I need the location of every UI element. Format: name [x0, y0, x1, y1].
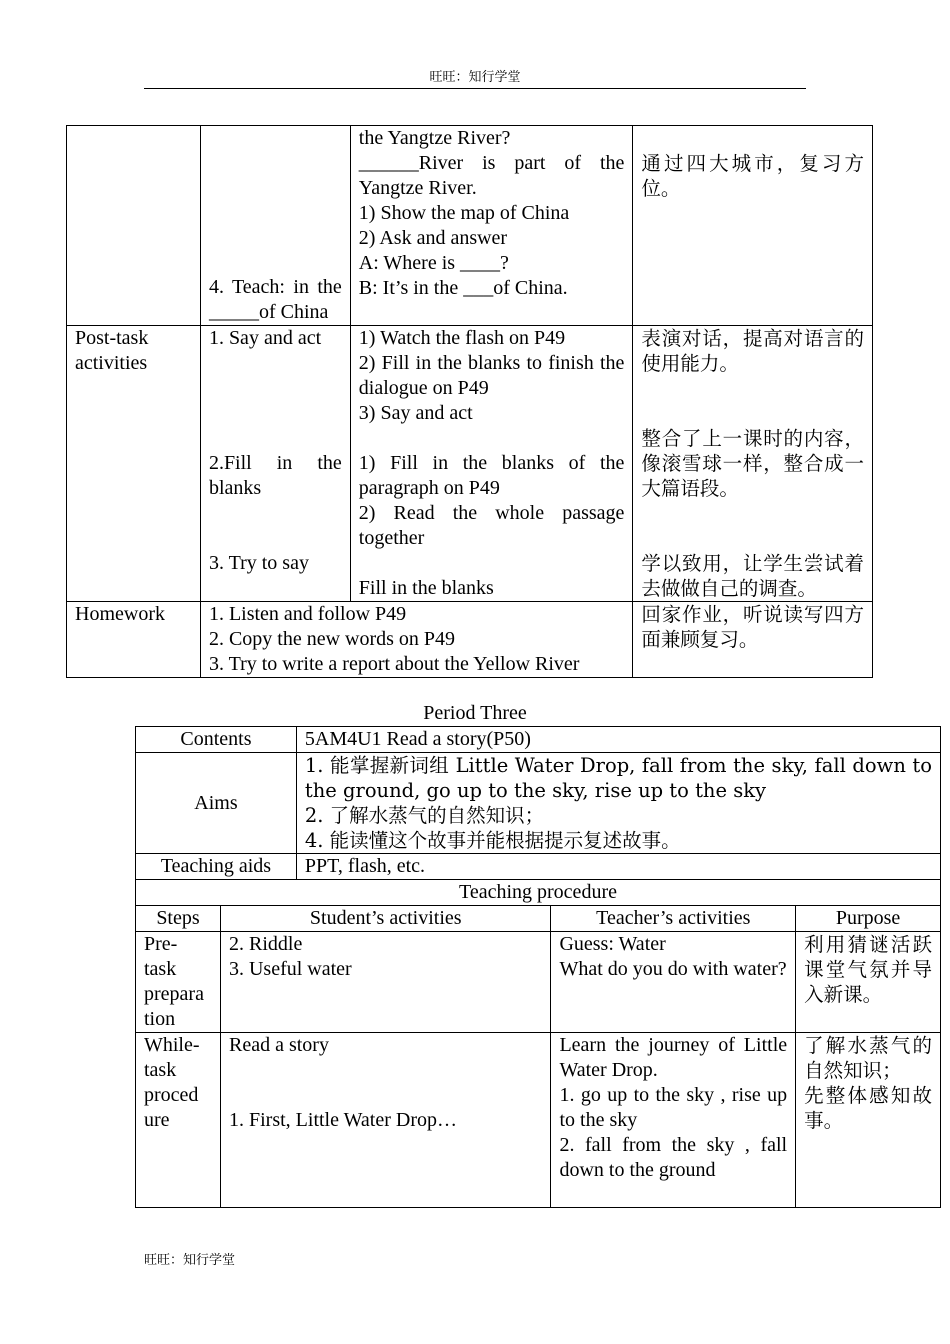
table-row — [136, 753, 941, 854]
period-three-table — [135, 726, 941, 1208]
teacher-activity-cell: Guess: Water What do you do with water? — [551, 932, 796, 1033]
purpose-cell: 利用猜谜活跃课堂气氛并导入新课。 — [796, 932, 941, 1033]
teaching-aids-value: PPT, flash, etc. — [296, 854, 940, 880]
period-title: Period Three — [423, 702, 527, 724]
page-header: 旺旺：知行学堂 — [144, 66, 806, 89]
contents-label: Contents — [136, 727, 297, 753]
student-activity-cell — [200, 326, 350, 602]
purpose-2: 整合了上一课时的内容，像滚雪球一样，整合成一大篇语段。 — [641, 427, 864, 500]
step-cell: Homework — [67, 602, 201, 678]
teaching-procedure-header: Teaching procedure — [136, 880, 941, 906]
table-row — [67, 602, 873, 678]
table-row — [67, 126, 873, 326]
aims-label: Aims — [136, 753, 297, 854]
activity-try-say: 3. Try to say — [208, 552, 309, 574]
lesson-table-continued — [66, 125, 873, 678]
table-row — [136, 880, 941, 906]
first-little-water-drop: 1. First, Little Water Drop… — [228, 1109, 457, 1131]
teaching-aids-label: Teaching aids — [136, 854, 297, 880]
purpose-cell: 了解水蒸气的自然知识； 先整体感知故事。 — [796, 1033, 941, 1208]
teacher-step-2: 1) Fill in the blanks of the paragraph on P49 2) Read the whole passage together — [358, 452, 625, 549]
table-row — [136, 932, 941, 1033]
page-footer: 旺旺：知行学堂 — [144, 1252, 236, 1267]
contents-value: 5AM4U1 Read a story(P50) — [296, 727, 940, 753]
step-cell: Post-task activities — [67, 326, 201, 602]
table-row — [67, 326, 873, 602]
aims-value: 1. 能掌握新词组 Little Water Drop, fall from the sky, fall down to the ground, go up to the sky, rise up to the sky 2. 了解水蒸气的自然知识； 4. 能读懂这个故事并能根据提示复述故事。 — [296, 753, 940, 854]
teacher-step-1: 1) Watch the flash on P49 2) Fill in the blanks to finish the dialogue on P49 3) Say and act — [358, 327, 625, 424]
teacher-activity-cell — [350, 326, 633, 602]
purpose-1: 表演对话，提高对语言的使用能力。 — [641, 327, 864, 375]
teacher-activity-cell: Learn the journey of Little Water Drop. 1. go up to the sky , rise up to the sky 2. fall from the sky , fall down to the ground — [551, 1033, 796, 1208]
purpose-cell — [633, 326, 873, 602]
homework-activities-cell: 1. Listen and follow P49 2. Copy the new words on P49 3. Try to write a report about the Yellow River — [200, 602, 632, 678]
purpose-cell: 回家作业，听说读写四方面兼顾复习。 — [633, 602, 873, 678]
table-header-row — [136, 906, 941, 932]
purpose-cell: 通过四大城市，复习方位。 — [633, 126, 873, 326]
activity-fill-blanks: 2.Fill in the blanks — [208, 452, 342, 499]
read-story-activity: Read a story — [228, 1034, 329, 1056]
purpose-3: 学以致用，让学生尝试着去做做自己的调查。 — [641, 552, 864, 600]
student-activity-cell — [220, 1033, 550, 1208]
header-student-activities: Student’s activities — [220, 906, 550, 932]
student-activity-cell: 2. Riddle 3. Useful water — [220, 932, 550, 1033]
step-cell — [67, 126, 201, 326]
teacher-activity-cell: the Yangtze River? ______River is part of the Yangtze River. 1) Show the map of China 2) Ask and answer A: Where is ____? B: It’s in the ___of China. — [350, 126, 633, 326]
header-teacher-activities: Teacher’s activities — [551, 906, 796, 932]
table-row — [136, 854, 941, 880]
table-row — [136, 1033, 941, 1208]
student-activity-cell: 4. Teach: in the _____of China — [200, 126, 350, 326]
step-cell: While- task proced ure — [136, 1033, 221, 1208]
step-cell: Pre- task prepara tion — [136, 932, 221, 1033]
header-steps: Steps — [136, 906, 221, 932]
header-purpose: Purpose — [796, 906, 941, 932]
activity-say-act: 1. Say and act — [208, 327, 322, 349]
teacher-step-3: Fill in the blanks — [358, 577, 494, 599]
table-row — [136, 727, 941, 753]
